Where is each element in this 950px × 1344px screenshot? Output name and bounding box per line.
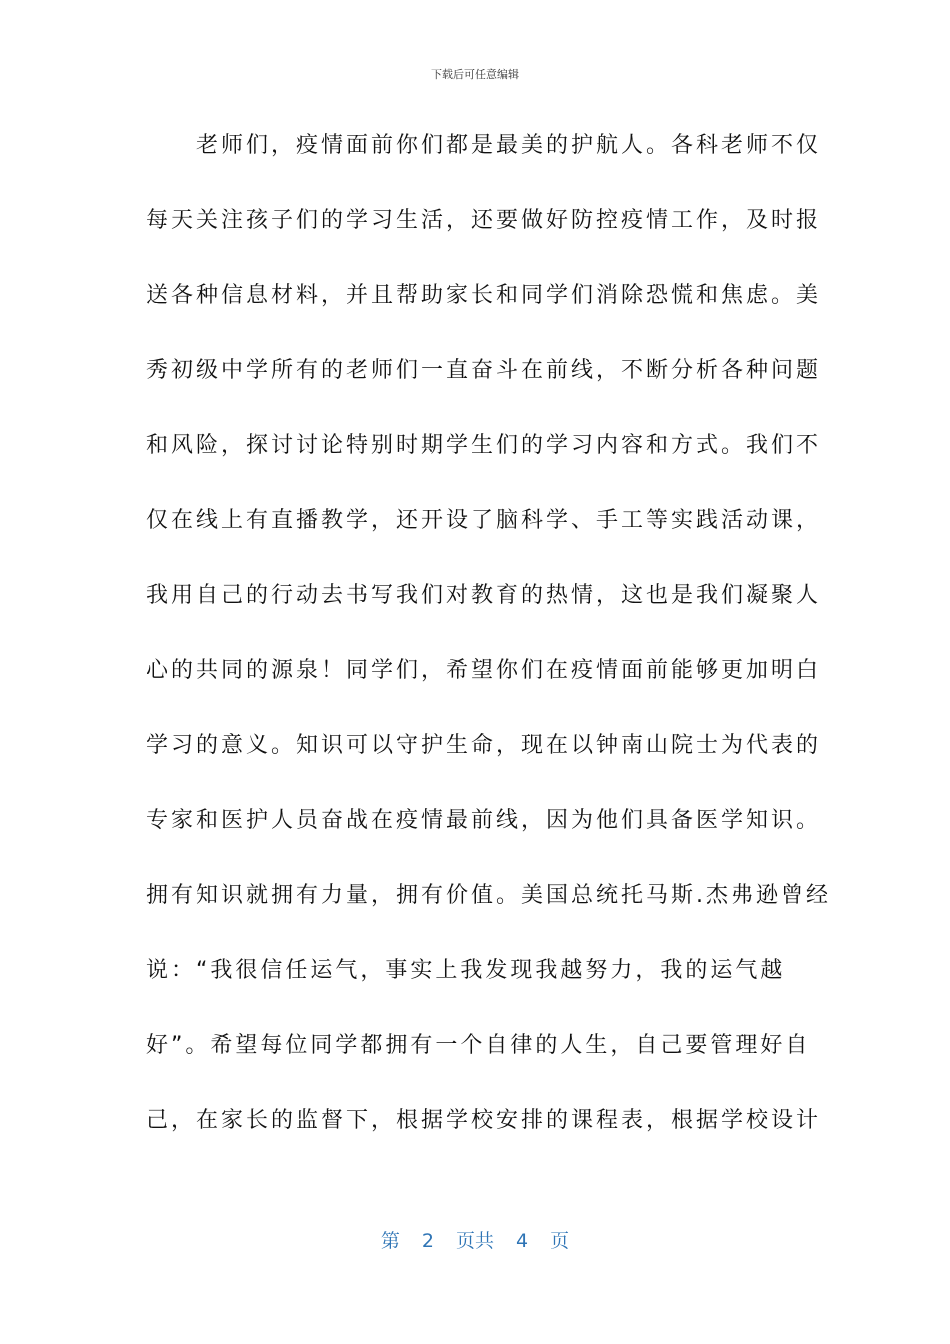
page-footer bbox=[0, 1226, 950, 1253]
footer-ye-gong: 页共 bbox=[455, 1230, 494, 1252]
text-line: 仅在线上有直播教学，还开设了脑科学、手工等实践活动课， bbox=[146, 508, 822, 533]
text-line: 己，在家长的监督下，根据学校安排的课程表，根据学校设计 bbox=[146, 1108, 822, 1133]
text-line: 学习的意义。知识可以守护生命，现在以钟南山院士为代表的 bbox=[146, 733, 822, 758]
footer-di: 第 bbox=[380, 1230, 400, 1252]
text-line: 专家和医护人员奋战在疫情最前线，因为他们具备医学知识。 bbox=[146, 808, 822, 833]
text-line: 老师们，疫情面前你们都是最美的护航人。各科老师不仅 bbox=[146, 133, 822, 158]
text-line: 和风险，探讨讨论特别时期学生们的学习内容和方式。我们不 bbox=[146, 433, 822, 458]
text-line: 秀初级中学所有的老师们一直奋斗在前线，不断分析各种问题 bbox=[146, 358, 822, 383]
text-line: 我用自己的行动去书写我们对教育的热情，这也是我们凝聚人 bbox=[146, 583, 822, 608]
text-line: 每天关注孩子们的学习生活，还要做好防控疫情工作，及时报 bbox=[146, 208, 822, 233]
text-line: 心的共同的源泉！同学们，希望你们在疫情面前能够更加明白 bbox=[146, 658, 822, 683]
text-line: 拥有知识就拥有力量，拥有价值。美国总统托马斯.杰弗逊曾经 bbox=[146, 883, 831, 908]
text-line: 好”。希望每位同学都拥有一个自律的人生，自己要管理好自 bbox=[146, 1033, 811, 1058]
footer-ye: 页 bbox=[550, 1230, 570, 1252]
footer-total-pages: 4 bbox=[516, 1230, 529, 1252]
text-line: 说：“我很信任运气，事实上我发现我越努力，我的运气越 bbox=[146, 958, 786, 983]
text-line: 送各种信息材料，并且帮助家长和同学们消除恐慌和焦虑。美 bbox=[146, 283, 822, 308]
header-note: 下载后可任意编辑 bbox=[431, 68, 519, 81]
body-text bbox=[146, 127, 831, 1177]
footer-page-number: 2 bbox=[421, 1230, 434, 1252]
